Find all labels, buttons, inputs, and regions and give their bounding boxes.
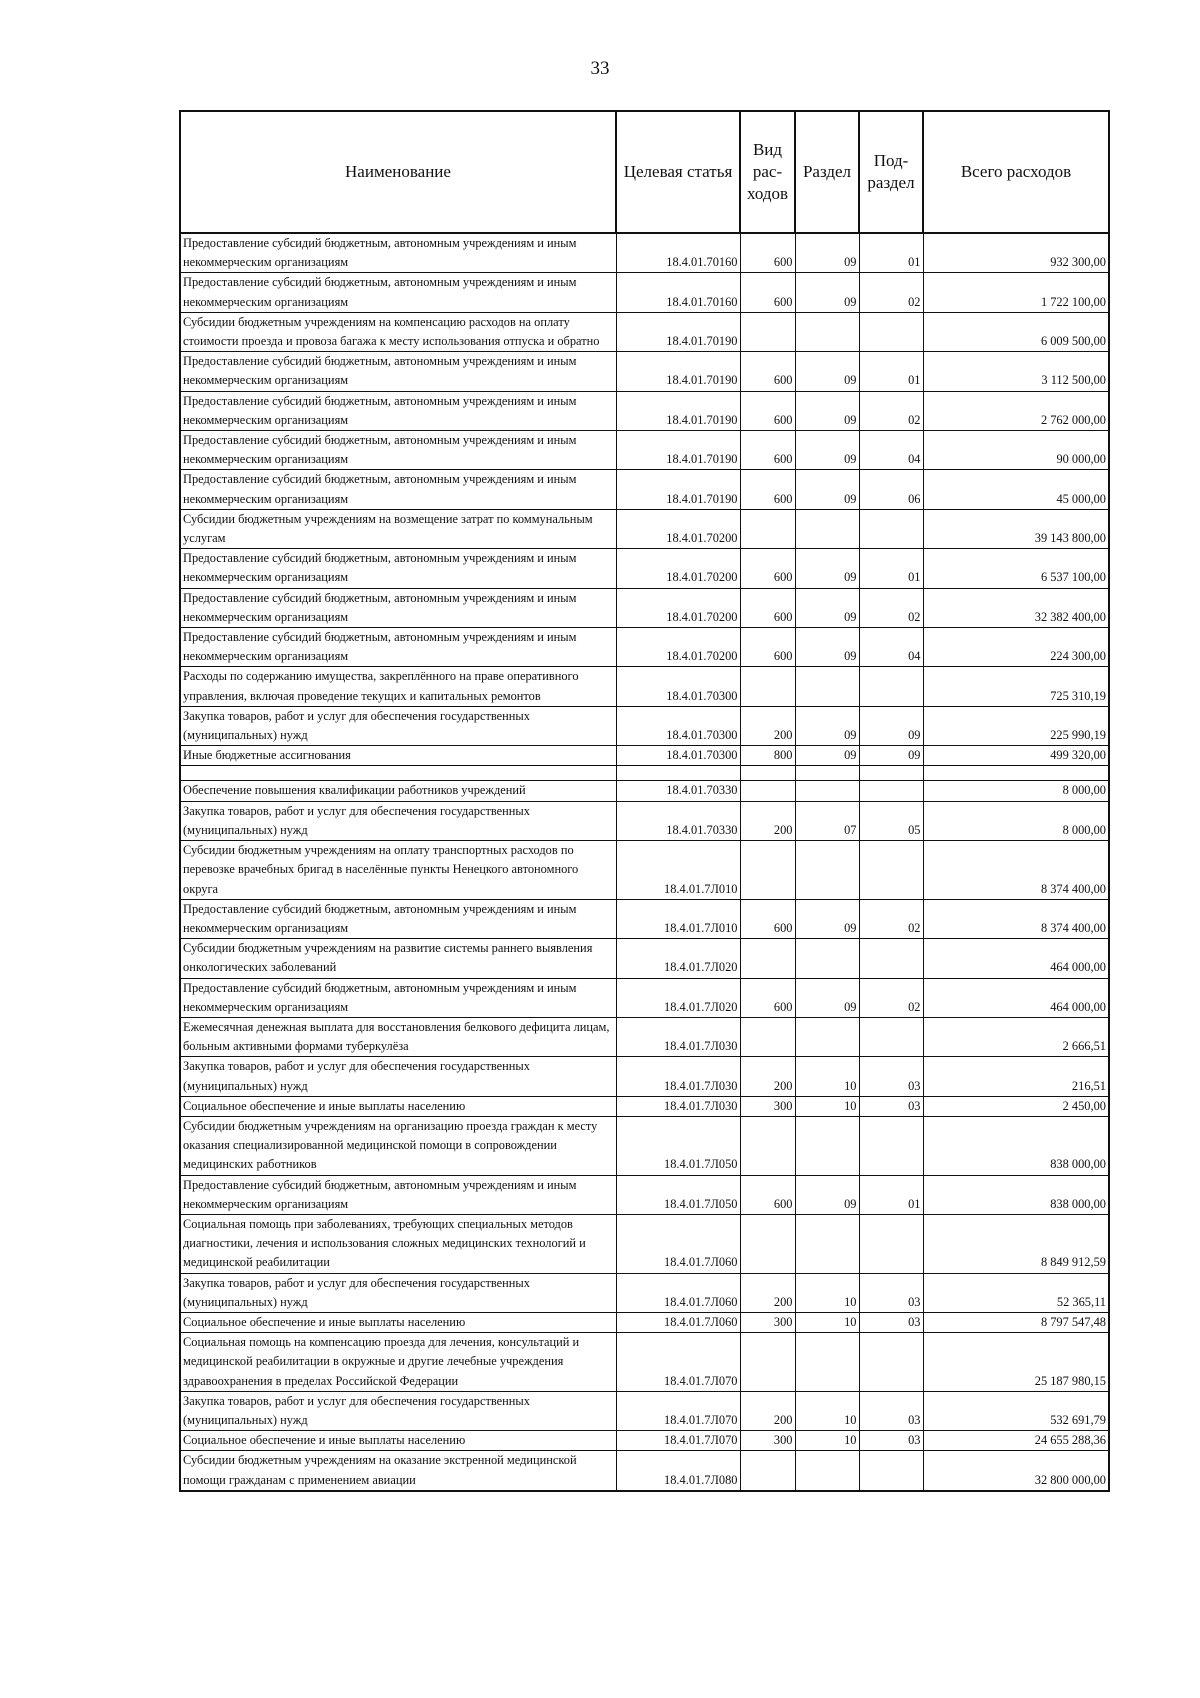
cell-name: Субсидии бюджетным учреждениям на оказание экстренной медицинской помощи гражданам с применением авиации bbox=[180, 1451, 616, 1491]
table-row bbox=[180, 628, 1109, 667]
cell-name: Предоставление субсидий бюджетным, автономным учреждениям и иным некоммерческим организациям bbox=[180, 1175, 616, 1214]
cell-section: 10 bbox=[795, 1057, 859, 1096]
cell-target-article: 18.4.01.7Л020 bbox=[616, 939, 740, 978]
cell-subsection: 02 bbox=[859, 978, 923, 1017]
cell-name: Закупка товаров, работ и услуг для обеспечения государственных (муниципальных) нужд bbox=[180, 801, 616, 840]
cell-expense-type: 600 bbox=[740, 431, 795, 470]
cell-section: 09 bbox=[795, 431, 859, 470]
cell-section bbox=[795, 1333, 859, 1392]
cell-name: Субсидии бюджетным учреждениям на организацию проезда граждан к месту оказания специализированной медицинской помощи в сопровождении медицинских работников bbox=[180, 1116, 616, 1175]
cell-target-article: 18.4.01.70330 bbox=[616, 801, 740, 840]
cell-target-article: 18.4.01.7Л030 bbox=[616, 1096, 740, 1116]
cell-expense-type: 600 bbox=[740, 470, 795, 509]
cell-subsection: 09 bbox=[859, 706, 923, 745]
table-row bbox=[180, 841, 1109, 900]
cell-expense-type: 200 bbox=[740, 706, 795, 745]
cell-name: Предоставление субсидий бюджетным, автономным учреждениям и иным некоммерческим организациям bbox=[180, 470, 616, 509]
cell-expense-type bbox=[740, 509, 795, 548]
cell-total-expenses: 8 374 400,00 bbox=[923, 841, 1109, 900]
cell-total-expenses: 2 666,51 bbox=[923, 1017, 1109, 1056]
table-row bbox=[180, 1214, 1109, 1273]
cell-target-article: 18.4.01.70190 bbox=[616, 431, 740, 470]
table-row bbox=[180, 431, 1109, 470]
cell-total-expenses: 52 365,11 bbox=[923, 1273, 1109, 1312]
cell-expense-type: 200 bbox=[740, 1273, 795, 1312]
cell-expense-type: 600 bbox=[740, 628, 795, 667]
cell-section: 10 bbox=[795, 1273, 859, 1312]
cell-section bbox=[795, 509, 859, 548]
cell-target-article: 18.4.01.7Л050 bbox=[616, 1116, 740, 1175]
cell-subsection: 03 bbox=[859, 1057, 923, 1096]
cell-name: Социальное обеспечение и иные выплаты населению bbox=[180, 1312, 616, 1332]
cell-total-expenses: 932 300,00 bbox=[923, 233, 1109, 273]
table-row bbox=[180, 939, 1109, 978]
cell-name: Социальное обеспечение и иные выплаты населению bbox=[180, 1096, 616, 1116]
cell-name: Предоставление субсидий бюджетным, автономным учреждениям и иным некоммерческим организациям bbox=[180, 233, 616, 273]
cell-section: 09 bbox=[795, 1175, 859, 1214]
cell-section: 09 bbox=[795, 588, 859, 627]
cell-name: Предоставление субсидий бюджетным, автономным учреждениям и иным некоммерческим организациям bbox=[180, 352, 616, 391]
cell-expense-type bbox=[740, 1333, 795, 1392]
cell-subsection: 06 bbox=[859, 470, 923, 509]
cell-subsection: 02 bbox=[859, 391, 923, 430]
table-row bbox=[180, 1017, 1109, 1056]
cell-name: Закупка товаров, работ и услуг для обеспечения государственных (муниципальных) нужд bbox=[180, 706, 616, 745]
cell-target-article: 18.4.01.70330 bbox=[616, 781, 740, 801]
cell-expense-type: 200 bbox=[740, 801, 795, 840]
cell-expense-type bbox=[740, 1214, 795, 1273]
cell-section: 09 bbox=[795, 352, 859, 391]
cell-subsection: 01 bbox=[859, 352, 923, 391]
table-row bbox=[180, 667, 1109, 706]
cell-expense-type: 300 bbox=[740, 1096, 795, 1116]
cell-subsection: 03 bbox=[859, 1096, 923, 1116]
cell-expense-type bbox=[740, 1017, 795, 1056]
cell-expense-type: 600 bbox=[740, 978, 795, 1017]
cell-section: 09 bbox=[795, 899, 859, 938]
table-row bbox=[180, 781, 1109, 801]
cell-target-article: 18.4.01.70200 bbox=[616, 549, 740, 588]
cell-name: Социальное обеспечение и иные выплаты населению bbox=[180, 1431, 616, 1451]
cell-subsection: 03 bbox=[859, 1391, 923, 1430]
cell-target-article: 18.4.01.7Л050 bbox=[616, 1175, 740, 1214]
table-row bbox=[180, 588, 1109, 627]
cell-name: Закупка товаров, работ и услуг для обеспечения государственных (муниципальных) нужд bbox=[180, 1273, 616, 1312]
cell-expense-type: 600 bbox=[740, 1175, 795, 1214]
table-row bbox=[180, 1273, 1109, 1312]
table-row bbox=[180, 1116, 1109, 1175]
cell-subsection bbox=[859, 509, 923, 548]
cell-section bbox=[795, 1017, 859, 1056]
cell-total-expenses: 499 320,00 bbox=[923, 746, 1109, 766]
cell-total-expenses: 39 143 800,00 bbox=[923, 509, 1109, 548]
cell-name: Иные бюджетные ассигнования bbox=[180, 746, 616, 766]
cell-subsection: 02 bbox=[859, 899, 923, 938]
cell-name: Обеспечение повышения квалификации работников учреждений bbox=[180, 781, 616, 801]
spacer-cell bbox=[740, 766, 795, 781]
table-row bbox=[180, 1057, 1109, 1096]
cell-total-expenses: 32 800 000,00 bbox=[923, 1451, 1109, 1491]
cell-total-expenses: 532 691,79 bbox=[923, 1391, 1109, 1430]
cell-total-expenses: 8 000,00 bbox=[923, 781, 1109, 801]
cell-target-article: 18.4.01.70190 bbox=[616, 470, 740, 509]
cell-total-expenses: 32 382 400,00 bbox=[923, 588, 1109, 627]
cell-subsection bbox=[859, 1214, 923, 1273]
cell-target-article: 18.4.01.7Л080 bbox=[616, 1451, 740, 1491]
table-row bbox=[180, 1312, 1109, 1332]
cell-target-article: 18.4.01.70190 bbox=[616, 352, 740, 391]
cell-expense-type bbox=[740, 1116, 795, 1175]
cell-expense-type: 600 bbox=[740, 588, 795, 627]
cell-section: 09 bbox=[795, 273, 859, 312]
cell-subsection bbox=[859, 312, 923, 351]
cell-total-expenses: 8 000,00 bbox=[923, 801, 1109, 840]
cell-section: 10 bbox=[795, 1096, 859, 1116]
cell-total-expenses: 25 187 980,15 bbox=[923, 1333, 1109, 1392]
table-row bbox=[180, 801, 1109, 840]
cell-section bbox=[795, 667, 859, 706]
cell-expense-type: 600 bbox=[740, 391, 795, 430]
cell-section: 09 bbox=[795, 549, 859, 588]
cell-target-article: 18.4.01.7Л010 bbox=[616, 841, 740, 900]
cell-total-expenses: 224 300,00 bbox=[923, 628, 1109, 667]
cell-target-article: 18.4.01.7Л010 bbox=[616, 899, 740, 938]
table-row bbox=[180, 1391, 1109, 1430]
header-section: Раздел bbox=[795, 111, 859, 233]
cell-total-expenses: 8 374 400,00 bbox=[923, 899, 1109, 938]
cell-expense-type: 300 bbox=[740, 1312, 795, 1332]
cell-name: Социальная помощь при заболеваниях, требующих специальных методов диагностики, лечения и использования сложных медицинских технологий и медицинской реабилитации bbox=[180, 1214, 616, 1273]
table-row bbox=[180, 1451, 1109, 1491]
table-header-row bbox=[180, 111, 1109, 233]
cell-target-article: 18.4.01.7Л060 bbox=[616, 1214, 740, 1273]
cell-total-expenses: 24 655 288,36 bbox=[923, 1431, 1109, 1451]
budget-table bbox=[179, 110, 1110, 1492]
spacer-cell bbox=[180, 766, 616, 781]
cell-section: 09 bbox=[795, 233, 859, 273]
cell-expense-type bbox=[740, 667, 795, 706]
cell-section: 09 bbox=[795, 978, 859, 1017]
cell-target-article: 18.4.01.7Л060 bbox=[616, 1273, 740, 1312]
table-row bbox=[180, 706, 1109, 745]
page-number: 33 bbox=[590, 58, 610, 79]
cell-total-expenses: 8 849 912,59 bbox=[923, 1214, 1109, 1273]
cell-name: Расходы по содержанию имущества, закреплённого на праве оперативного управления, включая проведение текущих и капитальных ремонтов bbox=[180, 667, 616, 706]
cell-target-article: 18.4.01.70160 bbox=[616, 273, 740, 312]
cell-subsection: 02 bbox=[859, 273, 923, 312]
cell-section bbox=[795, 1116, 859, 1175]
cell-expense-type: 200 bbox=[740, 1057, 795, 1096]
cell-section: 10 bbox=[795, 1312, 859, 1332]
cell-section: 10 bbox=[795, 1391, 859, 1430]
cell-target-article: 18.4.01.7Л060 bbox=[616, 1312, 740, 1332]
table-row bbox=[180, 391, 1109, 430]
cell-expense-type bbox=[740, 841, 795, 900]
cell-total-expenses: 838 000,00 bbox=[923, 1116, 1109, 1175]
table-row bbox=[180, 746, 1109, 766]
cell-expense-type bbox=[740, 781, 795, 801]
cell-subsection: 03 bbox=[859, 1273, 923, 1312]
cell-subsection: 04 bbox=[859, 431, 923, 470]
cell-target-article: 18.4.01.70200 bbox=[616, 509, 740, 548]
cell-subsection: 01 bbox=[859, 549, 923, 588]
table-row bbox=[180, 1333, 1109, 1392]
cell-expense-type bbox=[740, 312, 795, 351]
cell-name: Субсидии бюджетным учреждениям на возмещение затрат по коммунальным услугам bbox=[180, 509, 616, 548]
cell-total-expenses: 464 000,00 bbox=[923, 978, 1109, 1017]
cell-name: Предоставление субсидий бюджетным, автономным учреждениям и иным некоммерческим организациям bbox=[180, 588, 616, 627]
spacer-cell bbox=[859, 766, 923, 781]
cell-subsection bbox=[859, 1017, 923, 1056]
cell-section: 07 bbox=[795, 801, 859, 840]
cell-expense-type: 600 bbox=[740, 273, 795, 312]
cell-section: 09 bbox=[795, 706, 859, 745]
table-row bbox=[180, 549, 1109, 588]
cell-subsection: 02 bbox=[859, 588, 923, 627]
table-row bbox=[180, 312, 1109, 351]
table-row bbox=[180, 273, 1109, 312]
cell-subsection: 05 bbox=[859, 801, 923, 840]
cell-target-article: 18.4.01.70200 bbox=[616, 588, 740, 627]
table-row bbox=[180, 1175, 1109, 1214]
cell-total-expenses: 2 450,00 bbox=[923, 1096, 1109, 1116]
cell-subsection: 03 bbox=[859, 1431, 923, 1451]
cell-name: Предоставление субсидий бюджетным, автономным учреждениям и иным некоммерческим организациям bbox=[180, 628, 616, 667]
cell-section bbox=[795, 1214, 859, 1273]
cell-total-expenses: 1 722 100,00 bbox=[923, 273, 1109, 312]
table-row bbox=[180, 352, 1109, 391]
cell-subsection bbox=[859, 781, 923, 801]
cell-subsection: 04 bbox=[859, 628, 923, 667]
cell-section: 09 bbox=[795, 746, 859, 766]
cell-target-article: 18.4.01.70300 bbox=[616, 706, 740, 745]
cell-name: Предоставление субсидий бюджетным, автономным учреждениям и иным некоммерческим организациям bbox=[180, 273, 616, 312]
spacer-cell bbox=[923, 766, 1109, 781]
cell-section bbox=[795, 312, 859, 351]
spacer-row bbox=[180, 766, 1109, 781]
cell-name: Социальная помощь на компенсацию проезда для лечения, консультаций и медицинской реабилитации в окружные и другие лечебные учреждения здравоохранения в пределах Российской Федерации bbox=[180, 1333, 616, 1392]
cell-subsection bbox=[859, 1451, 923, 1491]
cell-total-expenses: 45 000,00 bbox=[923, 470, 1109, 509]
cell-section bbox=[795, 781, 859, 801]
table-row bbox=[180, 509, 1109, 548]
cell-expense-type: 200 bbox=[740, 1391, 795, 1430]
cell-name: Предоставление субсидий бюджетным, автономным учреждениям и иным некоммерческим организациям bbox=[180, 899, 616, 938]
header-name: Наименование bbox=[180, 111, 616, 233]
cell-section: 09 bbox=[795, 391, 859, 430]
cell-name: Субсидии бюджетным учреждениям на компенсацию расходов на оплату стоимости проезда и провоза багажа к месту использования отпуска и обратно bbox=[180, 312, 616, 351]
cell-name: Закупка товаров, работ и услуг для обеспечения государственных (муниципальных) нужд bbox=[180, 1057, 616, 1096]
table-body bbox=[180, 233, 1109, 1491]
cell-subsection: 03 bbox=[859, 1312, 923, 1332]
cell-target-article: 18.4.01.70200 bbox=[616, 628, 740, 667]
cell-target-article: 18.4.01.7Л070 bbox=[616, 1431, 740, 1451]
cell-section bbox=[795, 841, 859, 900]
cell-target-article: 18.4.01.70190 bbox=[616, 312, 740, 351]
cell-total-expenses: 8 797 547,48 bbox=[923, 1312, 1109, 1332]
cell-name: Ежемесячная денежная выплата для восстановления белкового дефицита лицам, больным активными формами туберкулёза bbox=[180, 1017, 616, 1056]
cell-target-article: 18.4.01.7Л020 bbox=[616, 978, 740, 1017]
cell-expense-type bbox=[740, 1451, 795, 1491]
cell-subsection: 01 bbox=[859, 1175, 923, 1214]
cell-subsection bbox=[859, 667, 923, 706]
cell-subsection bbox=[859, 841, 923, 900]
cell-name: Предоставление субсидий бюджетным, автономным учреждениям и иным некоммерческим организациям bbox=[180, 431, 616, 470]
table-row bbox=[180, 1431, 1109, 1451]
cell-name: Предоставление субсидий бюджетным, автономным учреждениям и иным некоммерческим организациям bbox=[180, 391, 616, 430]
cell-subsection: 09 bbox=[859, 746, 923, 766]
cell-total-expenses: 3 112 500,00 bbox=[923, 352, 1109, 391]
spacer-cell bbox=[616, 766, 740, 781]
cell-total-expenses: 464 000,00 bbox=[923, 939, 1109, 978]
cell-section: 09 bbox=[795, 628, 859, 667]
cell-expense-type: 600 bbox=[740, 233, 795, 273]
cell-subsection bbox=[859, 1333, 923, 1392]
cell-expense-type: 600 bbox=[740, 549, 795, 588]
cell-total-expenses: 90 000,00 bbox=[923, 431, 1109, 470]
table-row bbox=[180, 1096, 1109, 1116]
cell-target-article: 18.4.01.70300 bbox=[616, 667, 740, 706]
table-row bbox=[180, 233, 1109, 273]
cell-target-article: 18.4.01.7Л070 bbox=[616, 1391, 740, 1430]
cell-name: Предоставление субсидий бюджетным, автономным учреждениям и иным некоммерческим организациям bbox=[180, 549, 616, 588]
cell-target-article: 18.4.01.7Л070 bbox=[616, 1333, 740, 1392]
cell-total-expenses: 216,51 bbox=[923, 1057, 1109, 1096]
header-expense-type: Вид рас-ходов bbox=[740, 111, 795, 233]
cell-section: 09 bbox=[795, 470, 859, 509]
cell-expense-type: 600 bbox=[740, 899, 795, 938]
header-total-expenses: Всего расходов bbox=[923, 111, 1109, 233]
cell-target-article: 18.4.01.7Л030 bbox=[616, 1017, 740, 1056]
table-row bbox=[180, 978, 1109, 1017]
cell-section: 10 bbox=[795, 1431, 859, 1451]
cell-total-expenses: 838 000,00 bbox=[923, 1175, 1109, 1214]
cell-total-expenses: 2 762 000,00 bbox=[923, 391, 1109, 430]
cell-section bbox=[795, 1451, 859, 1491]
table-row bbox=[180, 899, 1109, 938]
cell-name: Субсидии бюджетным учреждениям на оплату транспортных расходов по перевозке врачебных бригад в населённые пункты Ненецкого автономного округа bbox=[180, 841, 616, 900]
cell-subsection bbox=[859, 1116, 923, 1175]
cell-total-expenses: 6 009 500,00 bbox=[923, 312, 1109, 351]
cell-target-article: 18.4.01.7Л030 bbox=[616, 1057, 740, 1096]
header-subsection: Под-раздел bbox=[859, 111, 923, 233]
header-target-article: Целевая статья bbox=[616, 111, 740, 233]
cell-target-article: 18.4.01.70190 bbox=[616, 391, 740, 430]
cell-expense-type: 800 bbox=[740, 746, 795, 766]
cell-subsection bbox=[859, 939, 923, 978]
cell-expense-type: 600 bbox=[740, 352, 795, 391]
cell-target-article: 18.4.01.70300 bbox=[616, 746, 740, 766]
cell-total-expenses: 6 537 100,00 bbox=[923, 549, 1109, 588]
cell-name: Предоставление субсидий бюджетным, автономным учреждениям и иным некоммерческим организациям bbox=[180, 978, 616, 1017]
cell-expense-type bbox=[740, 939, 795, 978]
cell-expense-type: 300 bbox=[740, 1431, 795, 1451]
cell-subsection: 01 bbox=[859, 233, 923, 273]
spacer-cell bbox=[795, 766, 859, 781]
table-row bbox=[180, 470, 1109, 509]
cell-target-article: 18.4.01.70160 bbox=[616, 233, 740, 273]
cell-total-expenses: 225 990,19 bbox=[923, 706, 1109, 745]
cell-section bbox=[795, 939, 859, 978]
cell-total-expenses: 725 310,19 bbox=[923, 667, 1109, 706]
cell-name: Субсидии бюджетным учреждениям на развитие системы раннего выявления онкологических заболеваний bbox=[180, 939, 616, 978]
cell-name: Закупка товаров, работ и услуг для обеспечения государственных (муниципальных) нужд bbox=[180, 1391, 616, 1430]
